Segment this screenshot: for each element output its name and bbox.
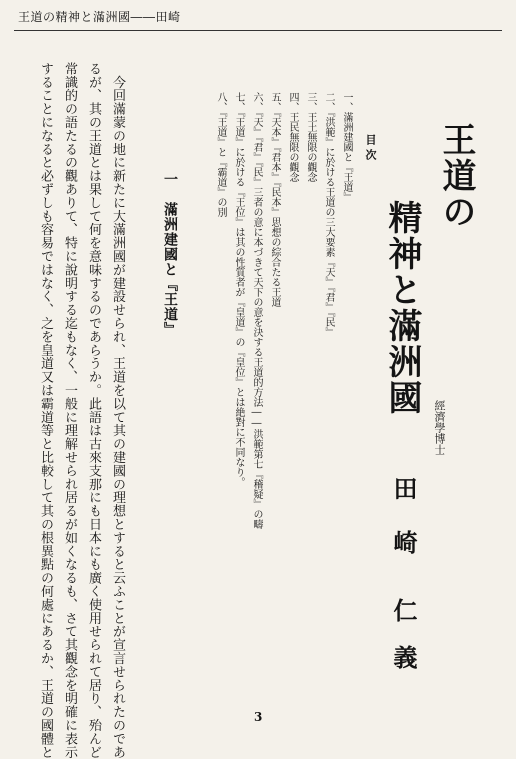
toc-item-1: 一、滿洲建國と『王道』 — [341, 92, 352, 202]
section-heading: 一 滿洲建國と『王道』 — [162, 172, 178, 337]
toc-item-4: 四、王民無限の觀念 — [287, 92, 298, 182]
author-credential: 經濟學博士 — [433, 400, 446, 455]
author-name-char-4: 義 — [389, 645, 418, 669]
toc-item-5: 五、『天本』『君本』『民本』思想の綜合たる王道 — [269, 92, 280, 307]
author-name-char-3: 仁 — [389, 598, 418, 622]
running-header: 王道の精神と滿洲國――田崎 — [18, 10, 181, 24]
article-title-line-2: 精神と滿洲國 — [382, 200, 422, 416]
header-rule — [14, 30, 502, 31]
body-column-3: 常識的の語たるの觀ありて、特に說明する迄もなく、一般に理解せられ居るが如くなるも、さて其觀念を明確に表示 — [62, 62, 77, 759]
body-column-1: 今回滿蒙の地に新たに大滿洲國が建設せられ、王道を以て其の建國の理想とすると云ふことが宣言せられたのであ — [110, 62, 125, 759]
toc-item-8: 八、『王道』と『霸道』の別 — [215, 92, 226, 217]
author-name-char-1: 田 — [389, 476, 418, 500]
toc-item-3: 三、王土無限の觀念 — [305, 92, 316, 182]
body-column-4: することになると必ずしも容易ではなく、之を皇道又は霸道等と比較して其の根異點の何處にあるか、王道の國體と — [38, 62, 53, 759]
article-title-line-1: 王道の — [436, 122, 476, 230]
author-name-char-2: 崎 — [389, 530, 418, 554]
page-number: 3 — [254, 710, 263, 724]
toc-item-6: 六、『天』『君』『民』三者の意に本づきて天下の意を決する王道的方法――洪範第七『稽疑』の疇 — [251, 92, 262, 529]
toc-heading: 目次 — [364, 134, 377, 164]
toc-item-2: 二、『洪範』に於ける王道の三大要素『天』『君』『民』 — [323, 92, 334, 337]
body-column-2: るが、其の王道とは果して何を意味するのであらうか。此語は古來支那にも日本にも廣く使用せられて居り、殆んど — [86, 62, 101, 759]
toc-item-7: 七、『王道』に於ける『王位』は其の性質者が『皇道』の『皇位』とは絶對に不同なり。 — [233, 92, 244, 487]
